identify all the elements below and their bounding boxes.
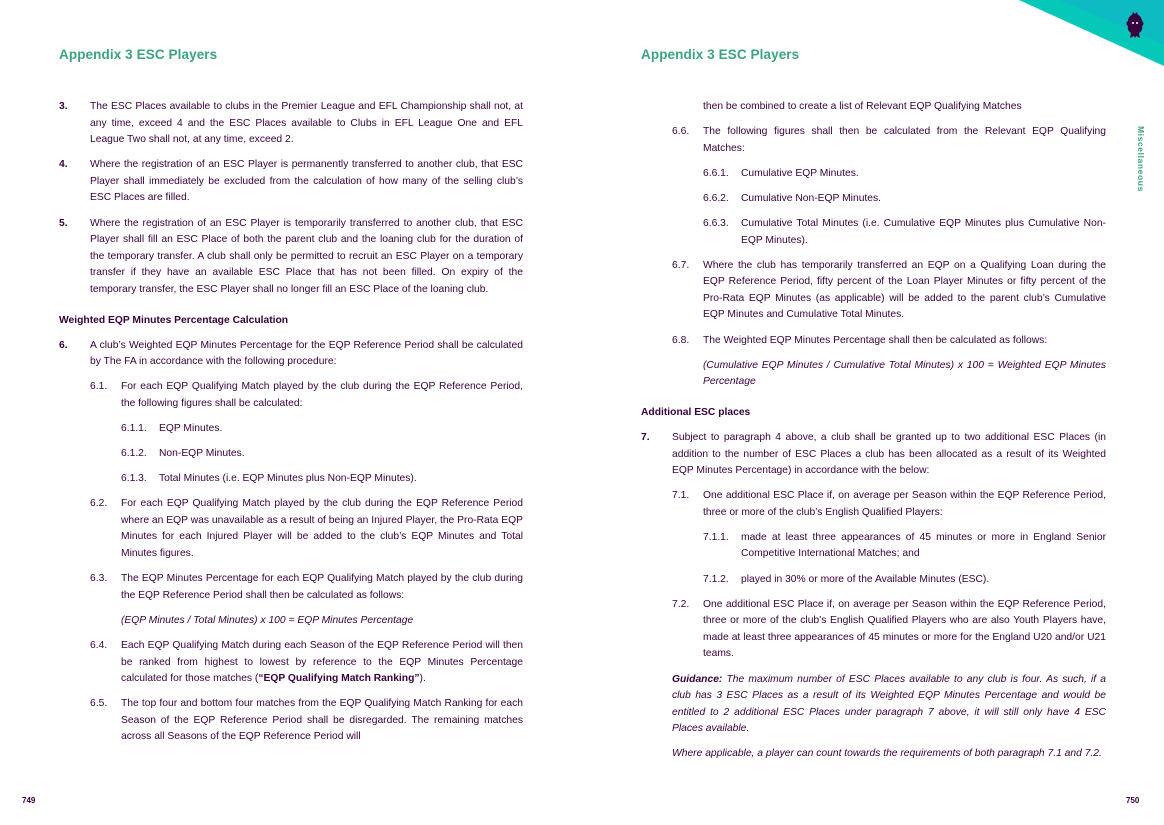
- paragraph-5: [59, 216, 523, 299]
- paragraph-text: A club’s Weighted EQP Minutes Percentage for the EQP Reference Period shall be calculated by The FA in accordance with the following procedure:: [90, 339, 523, 368]
- paragraph-number: 6.2.: [90, 498, 108, 510]
- paragraph-6-5-continued: then be combined to create a list of Relevant EQP Qualifying Matches: [703, 101, 1022, 112]
- guidance-label: Guidance:: [672, 673, 723, 685]
- section-heading: Additional ESC places: [641, 406, 751, 418]
- paragraph-6: [59, 338, 523, 371]
- paragraph-text: For each EQP Qualifying Match played by the club during the EQP Reference Period where an EQP was unavailable as a result of being an Injured Player, the Pro-Rata EQP Minutes for each Injured Player will be added to the club’s EQP Minutes and Total Minutes figures.: [121, 498, 523, 560]
- section-side-tab: [1136, 126, 1148, 196]
- paragraph-text: The ESC Places available to clubs in the Premier League and EFL Championship shall not, at any time, exceed 4 and the ESC Places available to Clubs in EFL League One and EFL League Two shall not, at any time, exceed 2.: [90, 101, 523, 146]
- page-title: Appendix 3 ESC Players: [59, 47, 218, 62]
- section-heading: Weighted EQP Minutes Percentage Calculation: [59, 314, 289, 326]
- paragraph-6-6-1: [703, 166, 1106, 183]
- formula-weighted-eqp: (Cumulative EQP Minutes / Cumulative Total Minutes) x 100 = Weighted EQP Minutes Percentage: [703, 359, 1106, 388]
- paragraph-7-1-2: [703, 572, 1106, 589]
- paragraph-number: 6.1.1.: [121, 423, 147, 434]
- paragraph-text: For each EQP Qualifying Match played by the club during the EQP Reference Period, the following figures shall be calculated:: [121, 381, 523, 409]
- paragraph-text: Non-EQP Minutes.: [159, 448, 245, 460]
- paragraph-6-2: [90, 496, 523, 562]
- paragraph-text: Total Minutes (i.e. EQP Minutes plus Non-EQP Minutes).: [159, 473, 417, 485]
- paragraph-text: Where the registration of an ESC Player is permanently transferred to another club, that ESC Player shall immediately be excluded from the calculation of how many of the selling club’s ESC Places are filled.: [90, 159, 523, 204]
- paragraph-text: Cumulative Non-EQP Minutes.: [741, 192, 882, 204]
- paragraph-4: [59, 157, 523, 207]
- paragraph-text: EQP Minutes.: [159, 423, 223, 434]
- paragraph-text: The top four and bottom four matches from the EQP Qualifying Match Ranking for each Season of the EQP Reference Period shall be disregarded. The remaining matches across all Seasons of the EQP Reference Period will: [121, 698, 523, 743]
- paragraph-text: One additional ESC Place if, on average per Season within the EQP Reference Period, three or more of the club’s English Qualified Players who are also Youth Players have, made at least three appearances of 45 minutes or more for the England U20 and/or U21 teams.: [703, 598, 1106, 660]
- paragraph-number: 4.: [59, 159, 68, 171]
- paragraph-text: Cumulative EQP Minutes.: [741, 167, 859, 179]
- paragraph-text: One additional ESC Place if, on average per Season within the EQP Reference Period, three or more of the club’s English Qualified Players:: [703, 490, 1106, 518]
- paragraph-6-1-1: [121, 421, 523, 438]
- paragraph-number: 6.1.2.: [121, 448, 147, 460]
- paragraph-text: Cumulative Total Minutes (i.e. Cumulative EQP Minutes plus Cumulative Non-EQP Minutes).: [741, 217, 1106, 246]
- paragraph-6-5: [90, 696, 523, 746]
- right-content: [641, 99, 1106, 772]
- paragraph-3: [59, 99, 523, 149]
- paragraph-text: Where the registration of an ESC Player is temporarily transferred to another club, that ESC Player shall fill an ESC Place of both the parent club and the loaning club for the duration of the temporary transfer. A club shall only be permitted to recruit an ESC Player on a temporary transfer if they have an available ESC Place that has not been filled. On expiry of the temporary transfer, the ESC Player shall no longer fill an ESC Place of the loaning club.: [90, 217, 523, 295]
- paragraph-6-1-3: [121, 471, 523, 488]
- paragraph-7-2: [672, 597, 1106, 663]
- paragraph-text-end: ).: [419, 673, 426, 685]
- side-tab-label: Miscellaneous: [1136, 126, 1146, 192]
- page-number: 750: [1126, 796, 1140, 805]
- paragraph-number: 7.: [641, 431, 650, 443]
- paragraph-text: The following figures shall then be calculated from the Relevant EQP Qualifying Matches:: [703, 126, 1106, 154]
- paragraph-text: played in 30% or more of the Available Minutes (ESC).: [741, 573, 990, 585]
- paragraph-number: 6.1.3.: [121, 473, 147, 485]
- paragraph-number: 6.4.: [90, 639, 108, 651]
- paragraph-number: 7.1.: [672, 490, 690, 502]
- paragraph-6-6-3: [703, 216, 1106, 249]
- paragraph-6-6-2: [703, 191, 1106, 208]
- paragraph-number: 6.7.: [672, 259, 690, 271]
- paragraph-number: 6.6.3.: [703, 217, 729, 229]
- paragraph-7-1: [672, 488, 1106, 521]
- paragraph-7-1-1: [703, 530, 1106, 563]
- defined-term: “EQP Qualifying Match Ranking”: [258, 673, 420, 685]
- paragraph-number: 6.5.: [90, 698, 108, 710]
- guidance-text: The maximum number of ESC Places available to any club is four. As such, if a club has 3 ESC Places as a result of its Weighted EQP Minutes Percentage and would be entitled to 2 additional ESC Places under paragraph 7 above, it will still only have 4 ESC Places available.: [672, 673, 1106, 735]
- page-title: Appendix 3 ESC Players: [641, 47, 800, 62]
- paragraph-number: 6.1.: [90, 381, 108, 393]
- paragraph-6-8: [672, 333, 1106, 350]
- paragraph-text: The Weighted EQP Minutes Percentage shall then be calculated as follows:: [703, 334, 1048, 346]
- paragraph-6-4: [90, 638, 523, 688]
- paragraph-text: The EQP Minutes Percentage for each EQP Qualifying Match played by the club during the EQP Reference Period shall then be calculated as follows:: [121, 573, 523, 601]
- paragraph-text: Where the club has temporarily transferred an EQP on a Qualifying Loan during the EQP Reference Period, fifty percent of the Loan Player Minutes or fifty percent of the Pro-Rata EQP Minutes (as applicable) will be added to the parent club’s Cumulative EQP Minutes and Cumulative Total Minutes.: [703, 259, 1106, 321]
- paragraph-6-3: [90, 571, 523, 604]
- paragraph-6-1-2: [121, 446, 523, 463]
- paragraph-text: Subject to paragraph 4 above, a club shall be granted up to two additional ESC Places (in addition to the number of ESC Places a club has been allocated as a result of its Weighted EQP Minutes Percentage) in accordance with the below:: [672, 431, 1106, 477]
- paragraph-number: 6.8.: [672, 334, 690, 346]
- paragraph-text: Each EQP Qualifying Match during each Season of the EQP Reference Period will then be ranked from highest to lowest by reference to the EQP Minutes Percentage calculated for those matches (: [121, 639, 523, 685]
- formula-eqp-minutes: (EQP Minutes / Total Minutes) x 100 = EQP Minutes Percentage: [121, 614, 414, 626]
- right-page: [582, 0, 1164, 825]
- lion-crest-icon: [1124, 12, 1146, 40]
- paragraph-6-7: [672, 258, 1106, 324]
- guidance-note: [672, 672, 1106, 738]
- paragraph-number: 5.: [59, 217, 68, 229]
- paragraph-7: [641, 430, 1106, 480]
- paragraph-number: 6.6.: [672, 126, 690, 138]
- paragraph-number: 3.: [59, 101, 68, 112]
- paragraph-number: 7.1.1.: [703, 531, 729, 543]
- paragraph-number: 7.2.: [672, 598, 690, 610]
- paragraph-text: made at least three appearances of 45 minutes or more in England Senior Competitive International Matches; and: [741, 531, 1106, 560]
- paragraph-number: 6.6.1.: [703, 167, 729, 179]
- guidance-note-2: Where applicable, a player can count towards the requirements of both paragraph 7.1 and 7.2.: [672, 748, 1102, 760]
- paragraph-number: 6.3.: [90, 573, 108, 585]
- paragraph-6-1: [90, 379, 523, 412]
- paragraph-number: 6.: [59, 339, 68, 351]
- paragraph-6-6: [672, 124, 1106, 157]
- paragraph-number: 7.1.2.: [703, 573, 729, 585]
- left-content: [59, 99, 523, 755]
- paragraph-number: 6.6.2.: [703, 192, 729, 204]
- page-number: 749: [22, 796, 36, 805]
